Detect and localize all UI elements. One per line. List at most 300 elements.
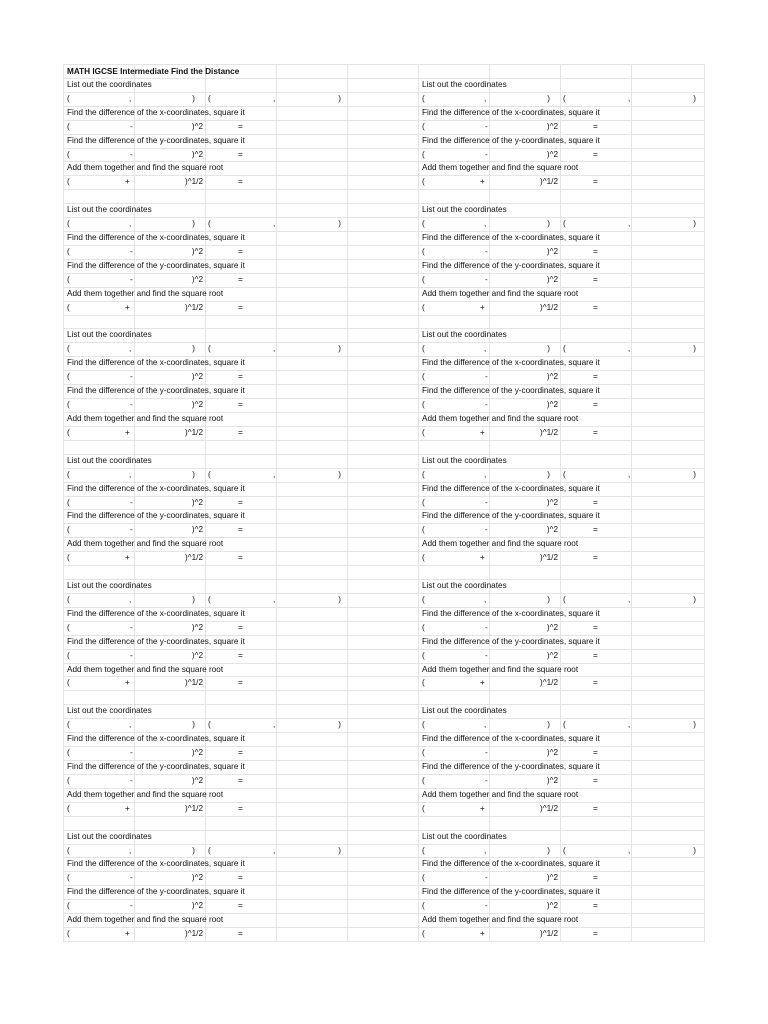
grid-cell [205,315,277,330]
list-coordinates-label: List out the coordinates [422,330,507,340]
grid-cell [63,315,135,330]
grid-cell [631,161,705,176]
diff-open-paren: ( [67,622,70,632]
coord-close-paren: ) [547,845,550,855]
grid-cell [560,690,632,705]
grid-cell [347,579,419,594]
grid-cell [276,663,348,678]
y-difference-label: Find the difference of the y-coordinates, square it [422,511,600,521]
list-coordinates-label: List out the coordinates [422,79,507,89]
sum-plus: + [480,427,485,437]
y-difference-label: Find the difference of the y-coordinates, square it [67,762,245,771]
grid-cell [560,78,632,93]
diff-power: )^2 [546,622,558,632]
grid-cell [347,398,419,413]
grid-cell [631,231,705,246]
grid-cell [347,370,419,385]
grid-cell [134,565,206,580]
diff-power: )^2 [546,372,558,382]
diff-equals: = [238,372,243,382]
grid-cell [418,496,490,511]
grid-cell [347,203,419,218]
diff-minus: - [485,372,488,382]
grid-cell [276,496,348,511]
diff-equals: = [238,901,243,911]
grid-cell [560,718,632,733]
diff-power: )^2 [191,274,203,284]
grid-cell [205,690,277,705]
diff-equals: = [238,149,243,159]
sum-equals: = [238,177,243,187]
sum-power: )^1/2 [185,302,203,312]
grid-cell [205,844,277,859]
grid-cell [347,64,419,79]
grid-cell [347,412,419,427]
diff-power: )^2 [191,775,203,785]
grid-cell [631,690,705,705]
coord-open-paren: ( [563,845,566,855]
grid-cell [63,189,135,204]
sum-equals: = [593,427,598,437]
diff-open-paren: ( [422,372,425,382]
grid-cell [276,106,348,121]
grid-cell [631,426,705,441]
y-difference-label: Find the difference of the y-coordinates, square it [67,386,245,396]
grid-cell [631,551,705,566]
diff-open-paren: ( [67,497,70,507]
diff-minus: - [130,775,133,785]
grid-cell [631,203,705,218]
grid-cell [347,356,419,371]
sum-open-paren: ( [422,678,425,688]
coord-close-paren: ) [192,469,195,479]
grid-cell [631,607,705,622]
coord-close-paren: ) [192,219,195,229]
y-difference-label: Find the difference of the y-coordinates, square it [67,887,245,897]
grid-cell [63,621,135,636]
list-coordinates-label: List out the coordinates [67,706,152,716]
grid-cell [276,231,348,246]
grid-cell [347,816,419,831]
diff-equals: = [238,274,243,284]
grid-cell [631,509,705,524]
grid-cell [631,663,705,678]
grid-cell [276,273,348,288]
list-coordinates-label: List out the coordinates [67,455,152,465]
grid-cell [276,175,348,190]
grid-cell [631,384,705,399]
grid-cell [418,92,490,107]
grid-cell [560,203,632,218]
coord-comma: , [129,93,132,103]
sum-equals: = [593,929,598,939]
sum-equals: = [593,177,598,187]
sum-plus: + [125,678,130,688]
sum-open-paren: ( [67,177,70,187]
grid-cell [276,607,348,622]
diff-minus: - [130,873,133,883]
grid-cell [276,328,348,343]
diff-equals: = [593,246,598,256]
diff-equals: = [238,873,243,883]
grid-cell [347,635,419,650]
grid-cell [631,913,705,928]
grid-cell [134,844,206,859]
grid-cell [276,760,348,775]
diff-power: )^2 [191,121,203,131]
sum-equals: = [238,302,243,312]
grid-cell [347,78,419,93]
grid-cell [418,593,490,608]
y-difference-label: Find the difference of the y-coordinates, square it [422,887,600,897]
coord-open-paren: ( [563,720,566,730]
grid-cell [631,732,705,747]
list-coordinates-label: List out the coordinates [67,330,152,340]
y-difference-label: Find the difference of the y-coordinates, square it [422,260,600,270]
grid-cell [276,509,348,524]
grid-cell [631,315,705,330]
grid-cell [631,621,705,636]
sum-plus: + [480,553,485,563]
coord-close-paren: ) [547,469,550,479]
diff-minus: - [485,149,488,159]
grid-cell [347,148,419,163]
diff-minus: - [485,246,488,256]
grid-cell [489,92,561,107]
diff-open-paren: ( [67,149,70,159]
diff-open-paren: ( [67,525,70,535]
grid-cell [631,412,705,427]
diff-open-paren: ( [422,400,425,410]
grid-cell [347,676,419,691]
y-difference-label: Find the difference of the y-coordinates, square it [422,135,600,145]
grid-cell [418,899,490,914]
diff-open-paren: ( [67,901,70,911]
grid-cell [489,718,561,733]
diff-power: )^2 [546,246,558,256]
grid-cell [631,175,705,190]
grid-cell [205,92,277,107]
sum-open-paren: ( [422,302,425,312]
grid-cell [205,440,277,455]
diff-open-paren: ( [67,246,70,256]
coord-open-paren: ( [563,219,566,229]
diff-power: )^2 [191,246,203,256]
coord-comma: , [628,720,631,730]
grid-cell [347,440,419,455]
diff-power: )^2 [546,497,558,507]
grid-cell [631,245,705,260]
x-difference-label: Find the difference of the x-coordinates, square it [422,734,600,744]
coord-open-paren: ( [563,469,566,479]
diff-power: )^2 [546,873,558,883]
diff-open-paren: ( [422,149,425,159]
grid-cell [276,120,348,135]
coord-open-paren: ( [563,594,566,604]
sum-root-label: Add them together and find the square root [422,163,579,173]
grid-cell [631,120,705,135]
coord-close-paren: ) [338,219,341,229]
sum-open-paren: ( [67,803,70,813]
grid-cell [347,537,419,552]
coord-open-paren: ( [422,93,425,103]
diff-equals: = [593,873,598,883]
grid-cell [276,315,348,330]
grid-cell [631,301,705,316]
grid-cell [631,649,705,664]
grid-cell [347,482,419,497]
coord-open-paren: ( [422,720,425,730]
grid-cell [418,120,490,135]
grid-cell [134,468,206,483]
sum-equals: = [238,678,243,688]
x-difference-label: Find the difference of the x-coordinates, square it [67,608,245,618]
diff-open-paren: ( [422,775,425,785]
sum-root-label: Add them together and find the square root [67,915,224,925]
grid-cell [631,496,705,511]
grid-cell [276,746,348,761]
diff-power: )^2 [546,121,558,131]
grid-cell [347,913,419,928]
sum-power: )^1/2 [540,929,558,939]
coord-open-paren: ( [208,469,211,479]
grid-cell [347,927,419,942]
grid-cell [276,454,348,469]
diff-minus: - [485,274,488,284]
grid-cell [276,621,348,636]
diff-open-paren: ( [67,748,70,758]
grid-cell [631,148,705,163]
coord-comma: , [484,344,487,354]
grid-cell [276,816,348,831]
x-difference-label: Find the difference of the x-coordinates, square it [67,358,245,368]
grid-cell [631,788,705,803]
coord-comma: , [484,594,487,604]
grid-cell [418,342,490,357]
diff-minus: - [485,622,488,632]
diff-equals: = [238,650,243,660]
grid-cell [276,537,348,552]
sum-power: )^1/2 [540,803,558,813]
grid-cell [347,134,419,149]
grid-cell [418,621,490,636]
grid-cell [418,649,490,664]
coord-comma: , [273,469,276,479]
sum-open-paren: ( [67,553,70,563]
sum-power: )^1/2 [540,427,558,437]
list-coordinates-label: List out the coordinates [422,706,507,716]
grid-cell [560,844,632,859]
grid-cell [489,217,561,232]
grid-cell [631,454,705,469]
grid-cell [347,259,419,274]
diff-minus: - [485,873,488,883]
x-difference-label: Find the difference of the x-coordinates, square it [67,233,245,243]
sum-equals: = [593,803,598,813]
grid-cell [276,148,348,163]
grid-cell [631,746,705,761]
diff-minus: - [130,901,133,911]
sum-plus: + [125,302,130,312]
sum-equals: = [593,302,598,312]
sum-root-label: Add them together and find the square root [422,664,579,674]
grid-cell [134,342,206,357]
diff-equals: = [593,274,598,284]
grid-cell [347,871,419,886]
diff-power: )^2 [191,149,203,159]
coord-close-paren: ) [693,845,696,855]
coord-close-paren: ) [547,720,550,730]
grid-cell [63,342,135,357]
grid-cell [631,885,705,900]
grid-cell [418,565,490,580]
sum-plus: + [125,553,130,563]
grid-cell [347,523,419,538]
list-coordinates-label: List out the coordinates [67,831,152,841]
grid-cell [347,774,419,789]
coord-open-paren: ( [208,845,211,855]
grid-cell [63,774,135,789]
diff-power: )^2 [546,775,558,785]
grid-cell [347,426,419,441]
coord-comma: , [484,469,487,479]
sum-open-paren: ( [422,427,425,437]
diff-open-paren: ( [422,274,425,284]
grid-cell [560,315,632,330]
grid-cell [631,830,705,845]
grid-cell [418,816,490,831]
diff-minus: - [485,121,488,131]
x-difference-label: Find the difference of the x-coordinates, square it [422,608,600,618]
grid-cell [134,189,206,204]
sum-root-label: Add them together and find the square root [67,288,224,298]
grid-cell [134,217,206,232]
grid-cell [418,273,490,288]
grid-cell [560,816,632,831]
diff-open-paren: ( [67,650,70,660]
grid-cell [347,120,419,135]
diff-minus: - [130,274,133,284]
grid-cell [134,718,206,733]
grid-cell [347,175,419,190]
coord-open-paren: ( [67,219,70,229]
sum-open-paren: ( [422,177,425,187]
coord-close-paren: ) [693,344,696,354]
diff-open-paren: ( [422,901,425,911]
grid-cell [205,579,277,594]
grid-cell [276,871,348,886]
grid-cell [489,342,561,357]
grid-cell [205,468,277,483]
grid-cell [276,788,348,803]
coord-open-paren: ( [422,344,425,354]
grid-cell [276,885,348,900]
coord-open-paren: ( [422,845,425,855]
coord-comma: , [484,720,487,730]
grid-cell [560,64,632,79]
grid-cell [205,78,277,93]
diff-minus: - [130,400,133,410]
grid-cell [276,676,348,691]
x-difference-label: Find the difference of the x-coordinates, square it [67,107,245,117]
grid-cell [63,899,135,914]
grid-cell [134,315,206,330]
grid-cell [63,718,135,733]
grid-cell [418,315,490,330]
grid-cell [63,816,135,831]
grid-cell [347,273,419,288]
diff-open-paren: ( [67,400,70,410]
diff-open-paren: ( [67,274,70,284]
grid-cell [276,245,348,260]
grid-cell [347,287,419,302]
grid-cell [205,830,277,845]
coord-close-paren: ) [192,594,195,604]
list-coordinates-label: List out the coordinates [67,581,152,591]
grid-cell [631,857,705,872]
grid-cell [63,148,135,163]
diff-power: )^2 [191,873,203,883]
y-difference-label: Find the difference of the y-coordinates, square it [67,636,245,646]
grid-cell [418,64,490,79]
grid-cell [631,565,705,580]
coord-comma: , [628,594,631,604]
grid-cell [347,384,419,399]
grid-cell [560,565,632,580]
diff-open-paren: ( [422,497,425,507]
grid-cell [489,565,561,580]
coord-open-paren: ( [563,344,566,354]
grid-cell [276,830,348,845]
grid-cell [276,412,348,427]
grid-cell [63,565,135,580]
grid-cell [418,844,490,859]
grid-cell [631,370,705,385]
y-difference-label: Find the difference of the y-coordinates, square it [67,135,245,145]
coord-close-paren: ) [547,594,550,604]
grid-cell [63,440,135,455]
grid-cell [631,64,705,79]
grid-cell [63,871,135,886]
coord-comma: , [273,93,276,103]
sum-power: )^1/2 [540,678,558,688]
grid-cell [63,496,135,511]
diff-power: )^2 [546,901,558,911]
grid-cell [418,718,490,733]
x-difference-label: Find the difference of the x-coordinates, square it [422,859,600,869]
diff-minus: - [485,400,488,410]
sum-equals: = [238,803,243,813]
diff-open-paren: ( [67,775,70,785]
grid-cell [276,774,348,789]
sum-plus: + [480,302,485,312]
grid-cell [205,704,277,719]
coord-open-paren: ( [67,845,70,855]
grid-cell [134,92,206,107]
grid-cell [347,301,419,316]
diff-open-paren: ( [422,650,425,660]
sum-power: )^1/2 [185,427,203,437]
grid-cell [205,203,277,218]
coord-close-paren: ) [693,93,696,103]
grid-cell [631,537,705,552]
diff-minus: - [130,372,133,382]
grid-cell [347,663,419,678]
grid-cell [560,454,632,469]
grid-cell [631,635,705,650]
y-difference-label: Find the difference of the y-coordinates, square it [422,636,600,646]
diff-minus: - [130,622,133,632]
